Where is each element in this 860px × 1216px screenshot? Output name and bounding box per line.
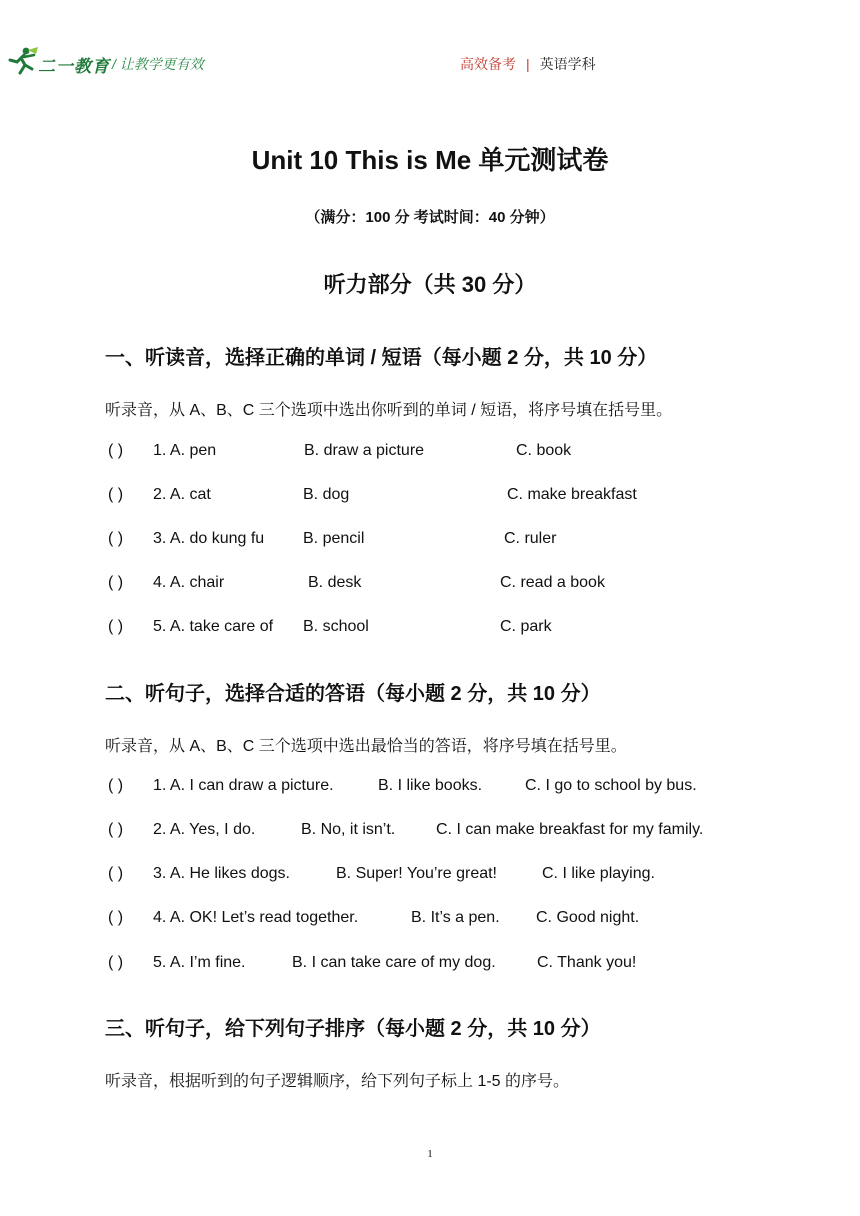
answer-blank[interactable]: ( ) [108,777,124,794]
answer-blank[interactable]: ( ) [108,865,124,882]
option-c: C. book [516,442,572,459]
part-title: 听力部分（共 30 分） [323,272,537,297]
header-subject-label: 英语学科 [539,56,596,72]
answer-blank[interactable]: ( ) [108,954,124,971]
option-b: B. No, it isn’t. [301,821,396,838]
option-b: B. desk [308,574,362,591]
page-header [0,40,860,90]
option-a: 3. A. do kung fu [153,530,265,547]
answer-blank[interactable]: ( ) [108,530,124,547]
answer-blank[interactable]: ( ) [108,574,124,591]
option-b: B. dog [303,486,350,503]
brand-slogan: / 让教学更有效 [112,56,204,72]
option-b: B. pencil [303,530,365,547]
answer-blank[interactable]: ( ) [108,486,124,503]
section-instruction: 听录音，从 A、B、C 三个选项中选出最恰当的答语，将序号填在括号里。 [105,738,627,755]
option-b: B. I like books. [378,777,483,794]
option-c: C. I can make breakfast for my family. [436,821,704,838]
option-a: 3. A. He likes dogs. [153,865,290,882]
option-c: C. I go to school by bus. [525,777,697,794]
option-b: B. I can take care of my dog. [292,954,496,971]
option-b: B. Super! You’re great! [336,865,497,882]
option-b: B. draw a picture [304,442,425,459]
option-a: 2. A. Yes, I do. [153,821,256,838]
option-a: 5. A. I’m fine. [153,954,246,971]
answer-blank[interactable]: ( ) [108,618,124,635]
option-a: 4. A. chair [153,574,225,591]
runner-logo-icon [4,46,40,78]
option-a: 4. A. OK! Let’s read together. [153,909,359,926]
option-b: B. It’s a pen. [411,909,500,926]
option-b: B. school [303,618,369,635]
option-c: C. make breakfast [507,486,637,503]
section-heading: 二、听句子，选择合适的答语（每小题 2 分，共 10 分） [105,683,601,705]
header-separator: | [526,56,530,72]
section-heading: 三、听句子，给下列句子排序（每小题 2 分，共 10 分） [105,1018,601,1040]
option-a: 2. A. cat [153,486,211,503]
header-subject [460,54,596,74]
option-a: 5. A. take care of [153,618,274,635]
header-tagline: 高效备考 [460,56,516,72]
option-c: C. I like playing. [542,865,655,882]
option-c: C. Thank you! [537,954,637,971]
section-heading: 一、听读音，选择正确的单词 / 短语（每小题 2 分，共 10 分） [105,347,658,369]
section-instruction: 听录音，从 A、B、C 三个选项中选出你听到的单词 / 短语，将序号填在括号里。 [105,402,673,419]
option-a: 1. A. I can draw a picture. [153,777,334,794]
option-c: C. park [500,618,552,635]
answer-blank[interactable]: ( ) [108,821,124,838]
answer-blank[interactable]: ( ) [108,909,124,926]
option-c: C. ruler [504,530,557,547]
answer-blank[interactable]: ( ) [108,442,124,459]
page-number: 1 [427,1148,433,1160]
page-subtitle: （满分：100 分 考试时间：40 分钟） [305,209,555,226]
page-title: Unit 10 This is Me 单元测试卷 [251,145,609,175]
option-a: 1. A. pen [153,442,217,459]
option-c: C. Good night. [536,909,640,926]
brand-name: 二一教育 [38,57,110,76]
option-c: C. read a book [500,574,605,591]
section-instruction: 听录音，根据听到的句子逻辑顺序，给下列句子标上 1-5 的序号。 [105,1073,570,1090]
